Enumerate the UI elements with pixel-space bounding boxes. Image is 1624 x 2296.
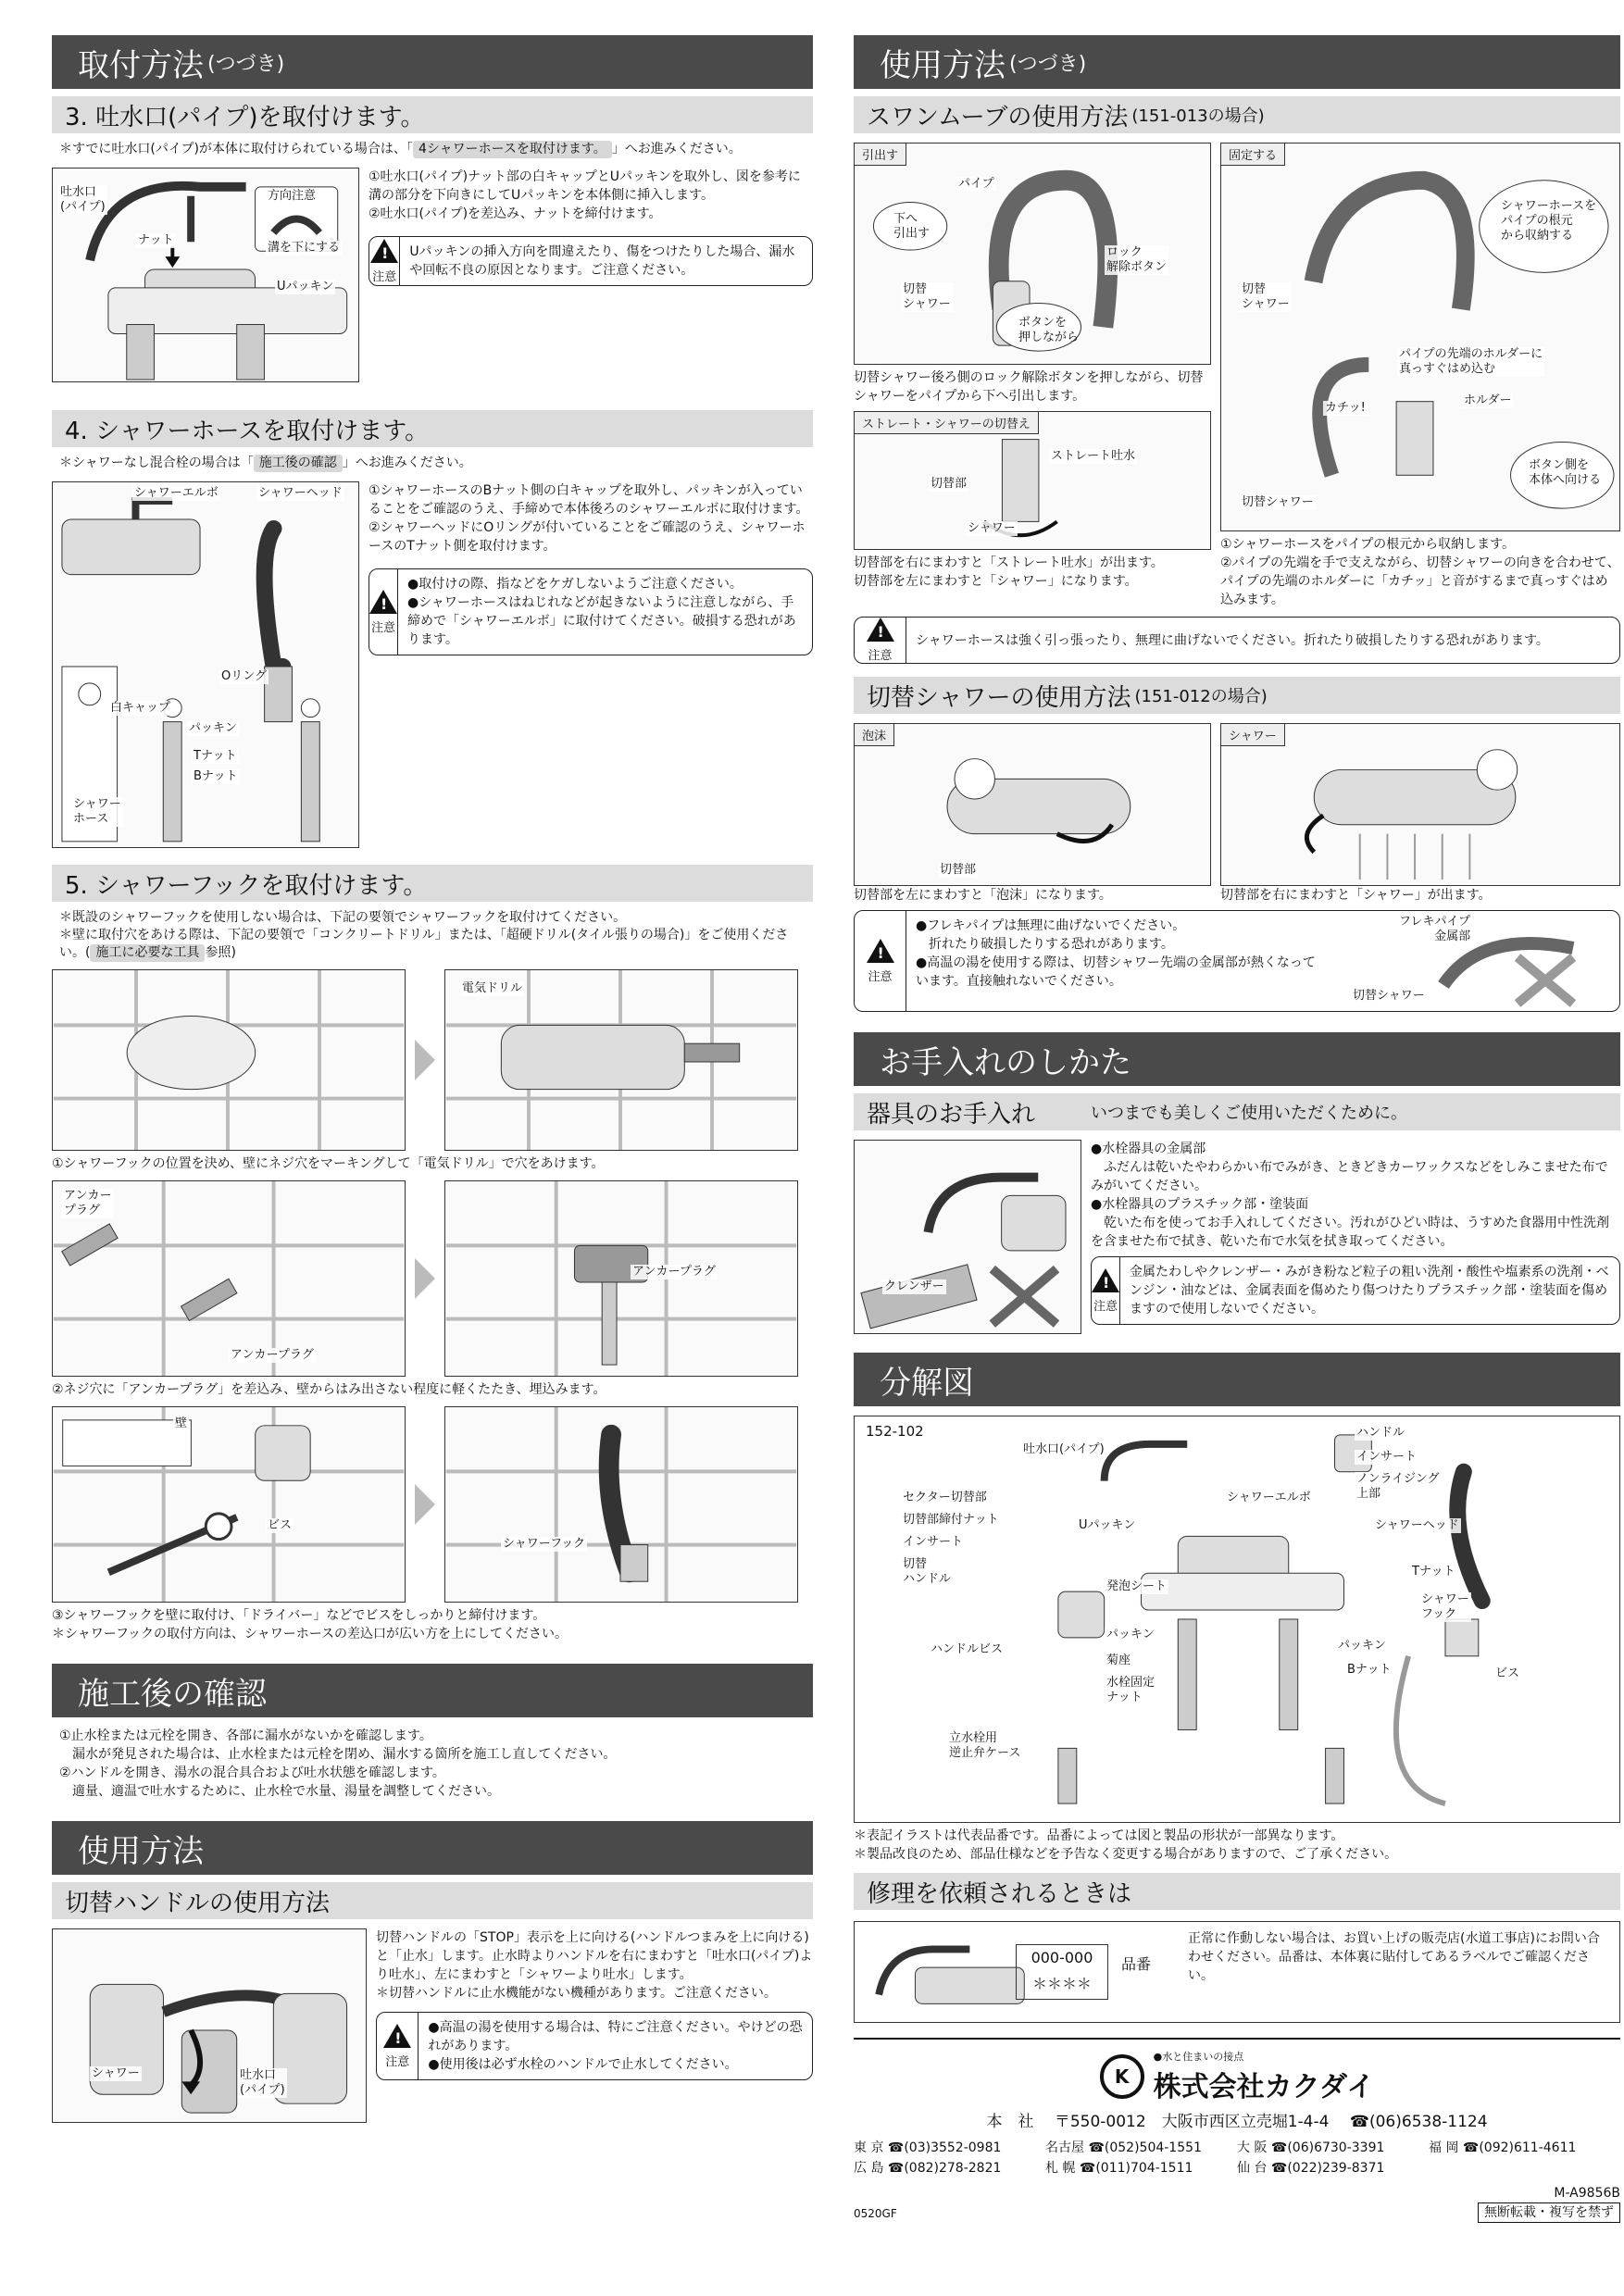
exploded-figure: 152-102 吐水口(パイプ) ハンドル インサート ノンライジング 上部 シャワーヘッド セクター切替部 切替部締付ナット インサート 切替 ハンドル Uパッキン シャワーエルボ Tナット シャワー フック 発泡シート ハンドルビス パッキン 菊座 水栓固定 ナット パッキン Bナット ビス 立水栓用 逆止弁ケース: [854, 1416, 1620, 1823]
drill-illustration: [445, 970, 797, 1150]
step3-row: [52, 168, 813, 382]
company-name: 株式会社カクダイ: [1153, 2071, 1375, 2103]
label-groove: 溝を下にする: [268, 241, 341, 255]
exploded-model: 152-102: [866, 1423, 924, 1440]
hammer-illustration: [445, 1181, 797, 1376]
label-direction: 方向注意: [268, 189, 317, 203]
left-column: [52, 35, 813, 2123]
straight-tag: ストレート・シャワーの切替え: [855, 412, 1039, 434]
label-switch-shower-2: 切替 シャワー: [1242, 282, 1290, 311]
handle-illustration: [53, 1929, 366, 2122]
label-switch-shower-4: 切替シャワー: [1353, 989, 1425, 1003]
label-spout-pipe: 吐水口 (パイプ): [240, 2068, 285, 2097]
step3-instruction-2: ②吐水口(パイプ)を差込み、ナットを締付けます。: [369, 206, 662, 221]
caution-icon: ! 注意: [1092, 1257, 1120, 1324]
label-spout: 吐水口 (パイプ): [60, 185, 106, 214]
shower-illustration: [1221, 724, 1619, 885]
step4-instruction-2: ②シャワーヘッドにOリングが付いていることをご確認のうえ、シャワーホースのTナット側を取付けます。: [369, 520, 806, 554]
label-anchor-plug-3: アンカープラグ: [632, 1265, 716, 1279]
kakudai-logo-icon: K: [1100, 2054, 1144, 2099]
usage-caution: ! 注意 ●高温の湯を使用する場合は、特にご注意ください。やけどの恐れがあります。 ●使用後は必ず水栓のハンドルで止水してください。: [376, 2012, 813, 2080]
step5-figure-screw: [52, 1406, 406, 1603]
label-packing: パッキン: [189, 721, 237, 735]
link-shower-hose[interactable]: 4シャワーホースを取付けます。: [413, 141, 612, 158]
foam-figure: [854, 723, 1211, 886]
step5-caption-4: ＊シャワーフックの取付方向は、シャワーホースの差込口が広い方を上にしてください。: [52, 1627, 568, 1641]
label-cleanser: クレンザー: [884, 1279, 944, 1293]
step4-caution-2: ●シャワーホースはねじれなどが起きないように注意しながら、手締めで「シャワーエルボ」に取付けてください。破損する恐れがあります。: [407, 595, 796, 647]
product-label: 000-000 ＊＊＊＊: [1016, 1944, 1108, 2000]
label-nut: ナット: [138, 233, 174, 247]
flex-pipe-figure: [1332, 911, 1610, 1011]
handle-usage-heading: 切替ハンドルの使用方法: [52, 1882, 813, 1919]
step5-figure-drill: [444, 969, 798, 1151]
label-shower: シャワー: [92, 2066, 140, 2080]
fix-tag: 固定する: [1221, 144, 1285, 166]
label-switch-shower: 切替 シャワー: [903, 282, 951, 311]
care-caution: [1091, 1256, 1620, 1325]
label-click: カチッ!: [1325, 401, 1366, 415]
label-press-button: ボタンを 押しながら: [1018, 316, 1080, 344]
label-elbow: シャワーエルボ: [134, 486, 219, 500]
step5-figure-hammer: [444, 1180, 798, 1377]
step5-row1: [52, 969, 813, 1151]
caution-icon: ! 注意: [855, 618, 906, 663]
link-tools[interactable]: 施工に必要な工具: [90, 944, 205, 962]
label-wall: 壁: [175, 1416, 188, 1430]
swan-right: 固定する シャワーホースを パイプの根元 から収納する 切替 シャワー パイプの先端のホルダーに 真っすぐはめ込む カチッ! ホルダー ボタン側を 本体へ向ける 切替シャワー ①シャワーホースをパイプの根元から収納します。 ②パイプの先端を手で支えながら、切替シャワーの向きを合わせて、パイプの先端のホルダーに「カチッ」と音がするまで真っすぐはめ込みます。: [1220, 143, 1620, 609]
screw-illustration: [53, 1407, 405, 1602]
shower-tag: シャワー: [1221, 724, 1285, 746]
label-switch-part: 切替部: [931, 477, 968, 491]
exploded-header: 分解図: [854, 1353, 1620, 1406]
step3-note: ＊すでに吐水口(パイプ)が本体に取付けられている場合は、「 4シャワーホースを取付けます。 」へお進みください。: [59, 142, 742, 156]
handle-usage-note: ＊切替ハンドルに止水機能がない機種があります。ご注意ください。: [376, 1986, 777, 2001]
branches: 東 京 ☎(03)3552-0981 名古屋 ☎(052)504-1551 大 阪 ☎(06)6730-3391 福 岡 ☎(092)611-4611 広 島 ☎(082)278-2821 札 幌 ☎(011)704-1511 仙 台 ☎(022)239-8371: [854, 2140, 1577, 2176]
label-upacking: Uパッキン: [277, 280, 334, 293]
usage-row: [52, 1928, 813, 2123]
arrow-icon: [415, 1040, 435, 1080]
doc-id: M-A9856B: [1554, 2186, 1620, 2201]
usage-cont-header: 使用方法 (つづき): [854, 35, 1620, 89]
handle-usage-text: 切替ハンドルの「STOP」表示を上に向ける(ハンドルつまみを上に向ける)と「止水」します。止水時よりハンドルを右にまわすと「吐水口(パイプ)より吐水」、左にまわすと「シャワーより吐水」します。: [376, 1930, 813, 1982]
usage-text: [376, 1928, 813, 2123]
swan-fix-figure: [1220, 143, 1620, 531]
step4-caution-1: ●取付けの際、指などをケガしないようご注意ください。: [407, 577, 743, 592]
swan-row: [854, 143, 1620, 609]
label-holder-note: パイプの先端のホルダーに 真っすぐはめ込む: [1399, 347, 1543, 376]
step5-row2: [52, 1180, 813, 1377]
label-drill: 電気ドリル: [462, 981, 523, 995]
link-after-check[interactable]: 施工後の確認: [254, 455, 343, 472]
swan-caution-text: シャワーホースは強く引っ張ったり、無理に曲げないでください。折れたり破損したりする恐れがあります。: [916, 632, 1549, 648]
care-row: [854, 1140, 1620, 1334]
step5-caption-2: ②ネジ穴に「アンカープラグ」を差込み、壁からはみ出さない程度に軽くたたき、埋込みます。: [52, 1382, 606, 1397]
step5-figure-anchor: [52, 1180, 406, 1377]
arrow-icon: [415, 1484, 435, 1525]
shower-hose-illustration: [53, 482, 358, 847]
label-holder: ホルダー: [1464, 393, 1512, 407]
step4-row: [52, 481, 813, 848]
label-screw: ビス: [268, 1518, 293, 1532]
footer: [854, 2038, 1620, 2223]
no-copy-notice: 無断転載・複写を禁ず: [1478, 2202, 1620, 2223]
label-hook: シャワーフック: [503, 1537, 586, 1551]
switch-shower-captions: 切替部を左にまわすと「泡沫」になります。 切替部を右にまわすと「シャワー」が出ます。: [854, 888, 1492, 903]
label-pipe: パイプ: [958, 177, 994, 191]
company-logo: K ●水と住まいの接点 株式会社カクダイ: [854, 2049, 1620, 2104]
label-switch-shower-3: 切替シャワー: [1242, 495, 1314, 509]
label-bnut: Bナット: [194, 769, 238, 783]
handle-figure: [52, 1928, 367, 2123]
straight-figure: [854, 411, 1211, 550]
label-button-side: ボタン側を 本体へ向ける: [1529, 458, 1602, 487]
exploded-illustration: [855, 1416, 1619, 1822]
repair-heading: 修理を依頼されるときは: [854, 1873, 1620, 1910]
label-pull-down: 下へ 引出す: [893, 212, 931, 241]
step3-caution-text: Uパッキンの挿入方向を間違えたり、傷をつけたりした場合、漏水や回転不良の原因となります。ご注意ください。: [409, 244, 795, 278]
hook-illustration: [445, 1407, 797, 1602]
label-anchor-plug: アンカー プラグ: [64, 1189, 112, 1217]
step4-instruction-1: ①シャワーホースのBナット側の白キャップを取外し、パッキンが入っていることをご確認のうえ、手締めで本体後ろのシャワーエルボに取付けます。: [369, 483, 809, 517]
step4-heading: 4. シャワーホースを取付けます。: [52, 410, 813, 447]
tile-wall-illustration: [53, 970, 405, 1150]
switch-shower-row: [854, 723, 1620, 886]
switch-shower-caution: ! 注意 ●フレキパイプは無理に曲げないでください。 折れたり破損したりする恐れがあります。 ●高温の湯を使用する際は、切替シャワー先端の金属部が熱くなっています。直接触れないでください。 フレキパイプ 金属部 切替シャワー: [854, 910, 1620, 1012]
doc-code: 0520GF: [854, 2207, 897, 2220]
repair-text: 正常に作動しない場合は、お買い上げの販売店(水道工事店)にお問い合わせください。品番は、本体裏に貼付してあるラベルでご確認ください。: [1188, 1931, 1600, 1983]
care-subheading: 器具のお手入れ いつまでも美しくご使用いただくために。: [854, 1093, 1620, 1130]
label-head: シャワーヘッド: [258, 486, 343, 500]
label-switch-part-2: 切替部: [940, 863, 977, 877]
step5-notes: ＊既設のシャワーフックを使用しない場合は、下記の要領でシャワーフックを取付けてください。 ＊壁に取付穴をあける際は、下記の要領で「コンクリートドリル」または、「超硬ドリル(タイル張りの場合)」をご使用ください。( 施工に必要な工具 参照): [59, 910, 789, 960]
care-text: ●水栓器具の金属部 ふだんは乾いたやわらかい布でみがき、ときどきカーワックスなどをしみこませた布でみがいてください。 ●水栓器具のプラスチック部・塗装面 乾いた布を使ってお手入れしてください。汚れがひどい時は、うすめた食器用中性洗剤を含ませた布で拭き、乾いた布で水気を拭き取ってください。 ! 注意 金属たわしやクレンザー・みがき粉など粒子の粗い洗剤・酸性や塩素系の洗剤・ベンジン・油などは、金属表面を傷めたり傷つけたりプラスチック部・塗装面を傷めますので使用しないでください。: [1091, 1140, 1620, 1334]
straight-illustration: [855, 412, 1210, 549]
care-illustration: [855, 1141, 1081, 1333]
step3-text: [369, 168, 813, 382]
swan-pull-figure: [854, 143, 1211, 365]
label-white-cap: 白キャップ: [110, 701, 171, 715]
care-figure: [854, 1140, 1081, 1334]
caution-icon: ! 注意: [369, 237, 400, 285]
pull-tag: 引出す: [855, 144, 906, 166]
step4-text: [369, 481, 813, 848]
switch-shower-heading: 切替シャワーの使用方法 (151-012の場合): [854, 677, 1620, 714]
step4-note: ＊シャワーなし混合栓の場合は「 施工後の確認 」へお進みください。: [59, 455, 472, 470]
step3-figure: [52, 168, 359, 382]
install-header: [52, 35, 813, 89]
swan-pull-text: 切替シャワー後ろ側のロック解除ボタンを押しながら、切替シャワーをパイプから下へ引出します。: [854, 370, 1204, 404]
label-oring: Oリング: [221, 669, 267, 683]
label-tnut: Tナット: [194, 749, 237, 763]
label-shower-mode: シャワー: [968, 521, 1016, 535]
swan-caution: [854, 617, 1620, 664]
usage-header: 使用方法: [52, 1821, 813, 1875]
step5-caption-3: ③シャワーフックを壁に取付け、「ドライバー」などでビスをしっかりと締付けます。: [52, 1608, 546, 1623]
right-column: 使用方法 (つづき) スワンムーブの使用方法 (151-013の場合) 引出す パイプ 下へ 引出す ロック 解除ボタン 切替 シャワー ボタンを 押しながら 切替シャワー後ろ側のロック解除ボタンを押しながら、切替シャワーをパイプから下へ引出します。 ストレート・シャワーの切替え ストレート吐水 切替部 シャワー 切替部を右にまわすと「ストレート吐水」が出ます。 切替部を左にまわすと「シャワー」になります。 固定する シャワーホースを パイプの根元 から収納する 切替 シャワー パイプの先端のホルダーに 真っすぐはめ込む カチッ! ホルダー ボタン側を 本体へ向ける 切替シャワー ①シャワーホースをパイプの根元から収納します。 ②パイプの先端を手で支えながら、切替シャワーの向きを合わせて、パイプの先端のホルダーに「カチッ」と音がするまで真っすぐはめ込みます。 ! 注意 シャワーホースは強く引っ張ったり、無理に曲げないでください。折れたり破損したりする恐れがあります。 切替シャワーの使用方法 (151-012の場合) 泡沫 切替部 シャワー 切替部を左にまわすと「泡沫」になります。 切替部を右にまわすと「シャワー」が出ます。 ! 注意 ●フレキパイプは無理に曲げないでください。 折れたり破損したりする恐れがあります。 ●高温の湯を使用する際は、切替シャワー先端の金属部が熱くなっています。直接触れないでください。 フレキパイプ 金属部 切替シャワー お手入れのしかた 器具のお手入れ いつまでも美しくご使用いただくために。 クレンザー ●水栓器具の金属部 ふだんは乾いたやわらかい布でみがき、ときどきカーワックスなどをしみこませた布でみがいてください。 ●水栓器具のプラスチック部・塗装面 乾いた布を使ってお手入れしてください。汚れがひどい時は、うすめた食器用中性洗剤を含ませた布で拭き、乾いた布で水気を拭き取ってください。 ! 注意 金属たわしやクレンザー・みがき粉など粒子の粗い洗剤・酸性や塩素系の洗剤・ベンジン・油などは、金属表面を傷めたり傷つけたりプラスチック部・塗装面を傷めますので使用しないでください。 分解図 152-102 吐水口(パイプ) ハンドル インサート ノンライジング 上部 シャワーヘッド セクター切替部 切替部締付ナット インサート 切替 ハンドル Uパッキン シャワーエルボ Tナット シャワー フック 発泡シート ハンドルビス パッキン 菊座 水栓固定 ナット パッキン Bナット ビス 立水栓用 逆止弁ケース ＊表記イラストは代表品番です。品番によっては図と製品の形状が一部異なります。 ＊製品改良のため、部品仕様などを予告なく変更する場合がありますので、ご了承ください。 修理を依頼されるときは 000-000 ＊＊＊＊ 品番 正常に作動しない場合は、お買い上げの販売店(水道工事店)にお問い合わせください。品番は、本体裏に貼付してあるラベルでご確認ください。 K ●水と住まいの接点 株式会社カクダイ 本 社 〒550-0012 大阪市西区立売堀1-4-4 ☎(06)6538-1124 東 京 ☎(03)3552-0981 名古屋 ☎(052)504-1551 大 阪 ☎(06)6730-3391 福 岡 ☎(092)611-4611 広 島 ☎(082)278-2821 札 幌 ☎(011)704-1511 仙 台 ☎(022)239-8371 0520GF M-A9856B 無断転載・複写を禁ず: [854, 35, 1620, 2223]
shower-figure: [1220, 723, 1620, 886]
swan-heading: スワンムーブの使用方法 (151-013の場合): [854, 96, 1620, 133]
caution-icon: ! 注意: [369, 569, 398, 655]
install-title: 取付方法: [78, 46, 204, 84]
step3-instruction-1: ①吐水口(パイプ)ナット部の白キャップとUパッキンを取外し、図を参考に溝の部分を下向きにしてUパッキンを本体側に挿入します。: [369, 169, 801, 203]
step3-heading: 3. 吐水口(パイプ)を取付けます。: [52, 96, 813, 133]
step5-caption-1: ①シャワーフックの位置を決め、壁にネジ穴をマーキングして「電気ドリル」で穴をあけます。: [52, 1156, 605, 1171]
label-store-hose: シャワーホースを パイプの根元 から収納する: [1501, 199, 1597, 243]
label-anchor-plug-2: アンカープラグ: [231, 1348, 314, 1362]
care-header: お手入れのしかた: [854, 1032, 1620, 1086]
label-flex-pipe: フレキパイプ 金属部: [1399, 915, 1471, 943]
step5-figure-hook: [444, 1406, 798, 1603]
step4-caution: [369, 568, 813, 655]
step3-caution: [369, 236, 813, 286]
swan-left: 引出す パイプ 下へ 引出す ロック 解除ボタン 切替 シャワー ボタンを 押しながら 切替シャワー後ろ側のロック解除ボタンを押しながら、切替シャワーをパイプから下へ引出します。 ストレート・シャワーの切替え ストレート吐水 切替部 シャワー 切替部を右にまわすと「ストレート吐水」が出ます。 切替部を左にまわすと「シャワー」になります。: [854, 143, 1211, 609]
label-product-code: 品番: [1121, 1955, 1152, 1973]
step4-figure: [52, 481, 359, 848]
foam-illustration: [855, 724, 1210, 885]
step5-row3: [52, 1406, 813, 1603]
after-check-body: ①止水栓または元栓を開き、各部に漏水がないかを確認します。 漏水が発見された場合は、止水栓または元栓を閉め、漏水する箇所を施工し直してください。 ②ハンドルを開き、湯水の混合具合および吐水状態を確認します。 適量、適温で吐水するために、止水栓で水量、湯量を調整してください。: [59, 1728, 617, 1799]
caution-icon: ! 注意: [377, 2013, 418, 2079]
caution-icon: ! 注意: [855, 911, 906, 1011]
repair-figure: [854, 1921, 1620, 2023]
label-hose: シャワー ホース: [73, 797, 121, 826]
headquarters: 本 社 〒550-0012 大阪市西区立売堀1-4-4 ☎(06)6538-1124: [986, 2113, 1488, 2131]
label-straight: ストレート吐水: [1051, 449, 1136, 463]
arrow-icon: [415, 1258, 435, 1299]
care-caution-text: 金属たわしやクレンザー・みがき粉など粒子の粗い洗剤・酸性や塩素系の洗剤・ベンジン・油などは、金属表面を傷めたり傷つけたりプラスチック部・塗装面を傷めますので使用しないでください。: [1130, 1265, 1609, 1316]
install-title-sub: (つづき): [207, 52, 285, 76]
step5-figure-marking: [52, 969, 406, 1151]
after-check-header: 施工後の確認: [52, 1664, 813, 1717]
label-lock-button: ロック 解除ボタン: [1106, 245, 1168, 274]
step5-heading: 5. シャワーフックを取付けます。: [52, 865, 813, 902]
foam-tag: 泡沫: [855, 724, 894, 746]
